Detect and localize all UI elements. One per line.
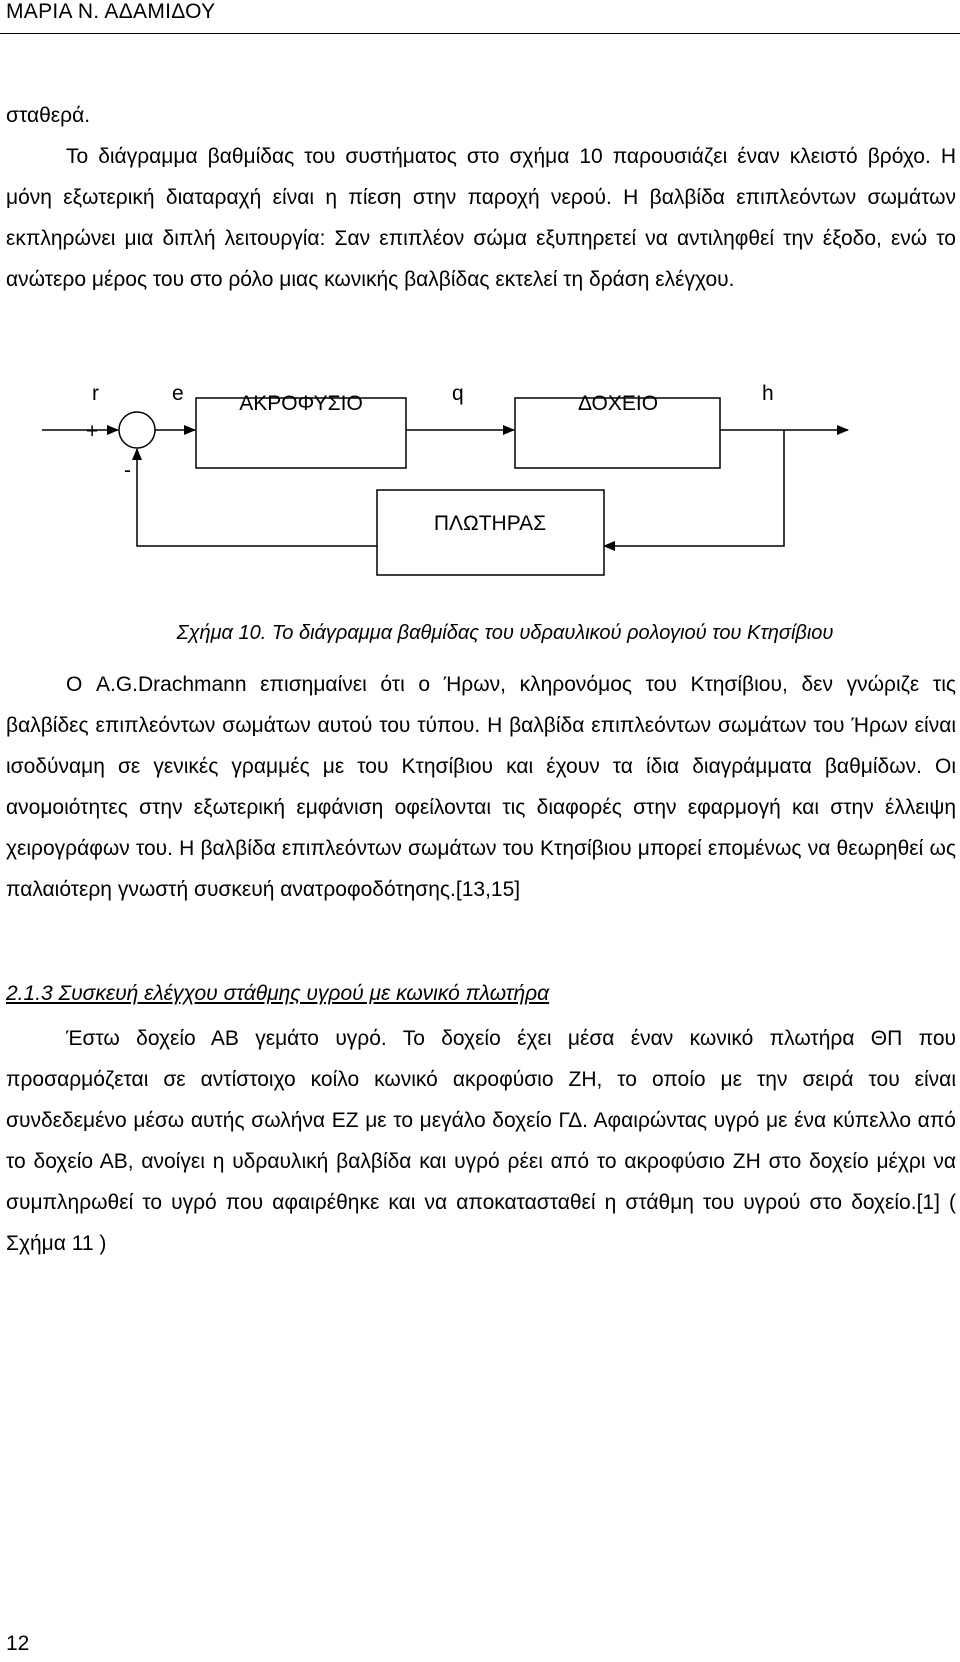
paragraph-conical-float: Έστω δοχείο ΑΒ γεμάτο υγρό. Το δοχείο έχει μέσα έναν κωνικό πλωτήρα ΘΠ που προσαρμόζεται σε αντίστοιχο κοίλο κωνικό ακροφύσιο ΖΗ, το οποίο με την σειρά του είναι συνδεδεμένο μέσω αυτής σωλήνα ΕΖ με το μεγάλο δοχείο ΓΔ. Αφαιρώντας υγρό με ένα κύπελλο από το δοχείο ΑΒ, ανοίγει η υδραυλική βαλβίδα και υγρό ρέει από το ακροφύσιο ΖΗ στο δοχείο μέχρι να συμπληρωθεί το υγρό που αφαιρέθηκε και να αποκατασταθεί η στάθμη του υγρού στο δοχείο.[1] ( Σχήμα 11 ) xyxy=(6,1027,956,1255)
paragraph-drachmann: Ο A.G.Drachmann επισημαίνει ότι ο Ήρων, κληρονόμος του Κτησίβιου, δεν γνώριζε τις βαλβίδες επιπλεόντων σωμάτων αυτού του τύπου. Η βαλβίδα επιπλεόντων σωμάτων του Ήρων είναι ισοδύναμη σε γενικές γραμμές με του Κτησίβιου και έχουν τα ίδια διαγράμματα βαθμίδων. Οι ανομοιότητες στην εξωτερική εμφάνιση οφείλονται τις διαφορές στην εφαρμογή και στην έλλειψη χειρογράφων του. Η βαλβίδα επιπλεόντων σωμάτων του Κτησίβιου μπορεί επομένως να θεωρηθεί ως παλαιότερη γνωστή συσκευή ανατροφοδότησης.[13,15] xyxy=(6,673,956,901)
header-rule xyxy=(0,33,960,34)
running-header: ΜΑΡΙΑ Ν. ΑΔΑΜΙΔΟΥ xyxy=(6,0,216,23)
signal-q-label: q xyxy=(452,382,464,405)
page-number: 12 xyxy=(6,1632,30,1655)
float-label: ΠΛΩΤΗΡΑΣ xyxy=(433,512,547,535)
summing-junction xyxy=(119,412,155,448)
signal-e-label: e xyxy=(172,382,184,405)
plus-sign: + xyxy=(86,420,99,443)
paragraph-continuation: σταθερά. xyxy=(6,104,91,127)
block-diagram xyxy=(0,380,960,580)
signal-r-label: r xyxy=(92,382,99,405)
nozzle-label: ΑΚΡΟΦΥΣΙΟ xyxy=(239,392,363,415)
tank-label: ΔΟΧΕΙΟ xyxy=(577,392,659,415)
figure-caption: Σχήμα 10. Το διάγραμμα βαθμίδας του υδραυλικού ρολογιού του Κτησίβιου xyxy=(176,622,834,644)
paragraph-block-diagram-intro: Το διάγραμμα βαθμίδας του συστήματος στο σχήμα 10 παρουσιάζει έναν κλειστό βρόχο. Η μόνη εξωτερική διαταραχή είναι η πίεση στην παροχή νερού. Η βαλβίδα επιπλεόντων σωμάτων εκπληρώνει μια διπλή λειτουργία: Σαν επιπλέον σώμα εξυπηρετεί να αντιληφθεί την έξοδο, ενώ το ανώτερο μέρος του στο ρόλο μιας κωνικής βαλβίδας εκτελεί τη δράση ελέγχου. xyxy=(6,145,956,291)
signal-h-label: h xyxy=(762,382,774,405)
minus-sign: - xyxy=(124,459,131,482)
section-heading: 2.1.3 Συσκευή ελέγχου στάθμης υγρού με κωνικό πλωτήρα xyxy=(6,982,550,1005)
